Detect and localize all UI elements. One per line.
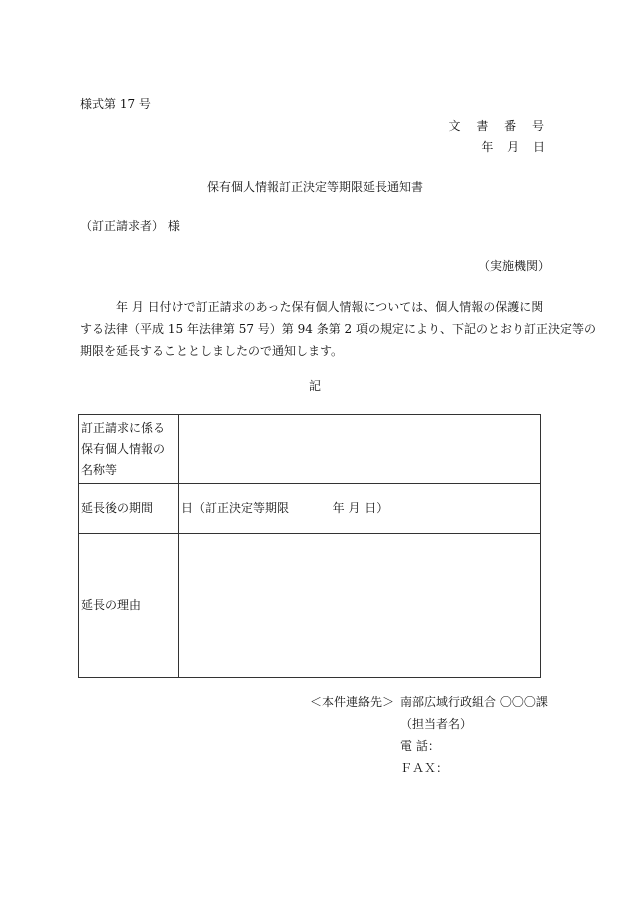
request-info-name-label: 訂正請求に係る保有個人情報の名称等 <box>79 415 179 484</box>
contact-fax: ＦＡＸ： <box>400 761 449 775</box>
ki-heading: 記 <box>308 379 321 393</box>
contact-label: ＜本件連絡先＞ <box>310 695 395 709</box>
document-number-label: 文 書 番 号 <box>448 119 550 133</box>
request-info-name-field[interactable] <box>179 415 541 484</box>
contact-block <box>310 694 548 782</box>
issuing-agency: （実施機関） <box>477 259 550 273</box>
table-row <box>79 415 541 484</box>
notice-body <box>80 296 596 362</box>
extended-period-field[interactable]: 日（訂正決定等期限 年 月 日） <box>179 484 541 534</box>
contact-organization: 南部広域行政組合 〇〇〇課 <box>400 695 548 709</box>
document-date-label: 年 月 日 <box>481 140 550 154</box>
notice-body-line: する法律（平成 15 年法律第 57 号）第 94 条第 2 項の規定により、下記のとおり訂正決定等の <box>80 322 596 336</box>
notice-body-line: 年 月 日付けで訂正請求のあった保有個人情報については、個人情報の保護に関 <box>116 300 544 314</box>
notice-body-line: 期限を延長することとしましたので通知します。 <box>80 344 344 358</box>
page-title: 保有個人情報訂正決定等期限延長通知書 <box>206 180 423 194</box>
recipient-line: （訂正請求者） 様 <box>80 219 180 233</box>
details-table <box>78 414 541 678</box>
contact-phone: 電 話： <box>400 739 440 753</box>
table-row <box>79 534 541 678</box>
extension-reason-field[interactable] <box>179 534 541 678</box>
extended-period-label: 延長後の期間 <box>79 484 179 534</box>
extension-reason-label: 延長の理由 <box>79 534 179 678</box>
form-number: 様式第 17 号 <box>80 97 151 111</box>
table-row <box>79 484 541 534</box>
contact-person: （担当者名） <box>400 717 473 731</box>
